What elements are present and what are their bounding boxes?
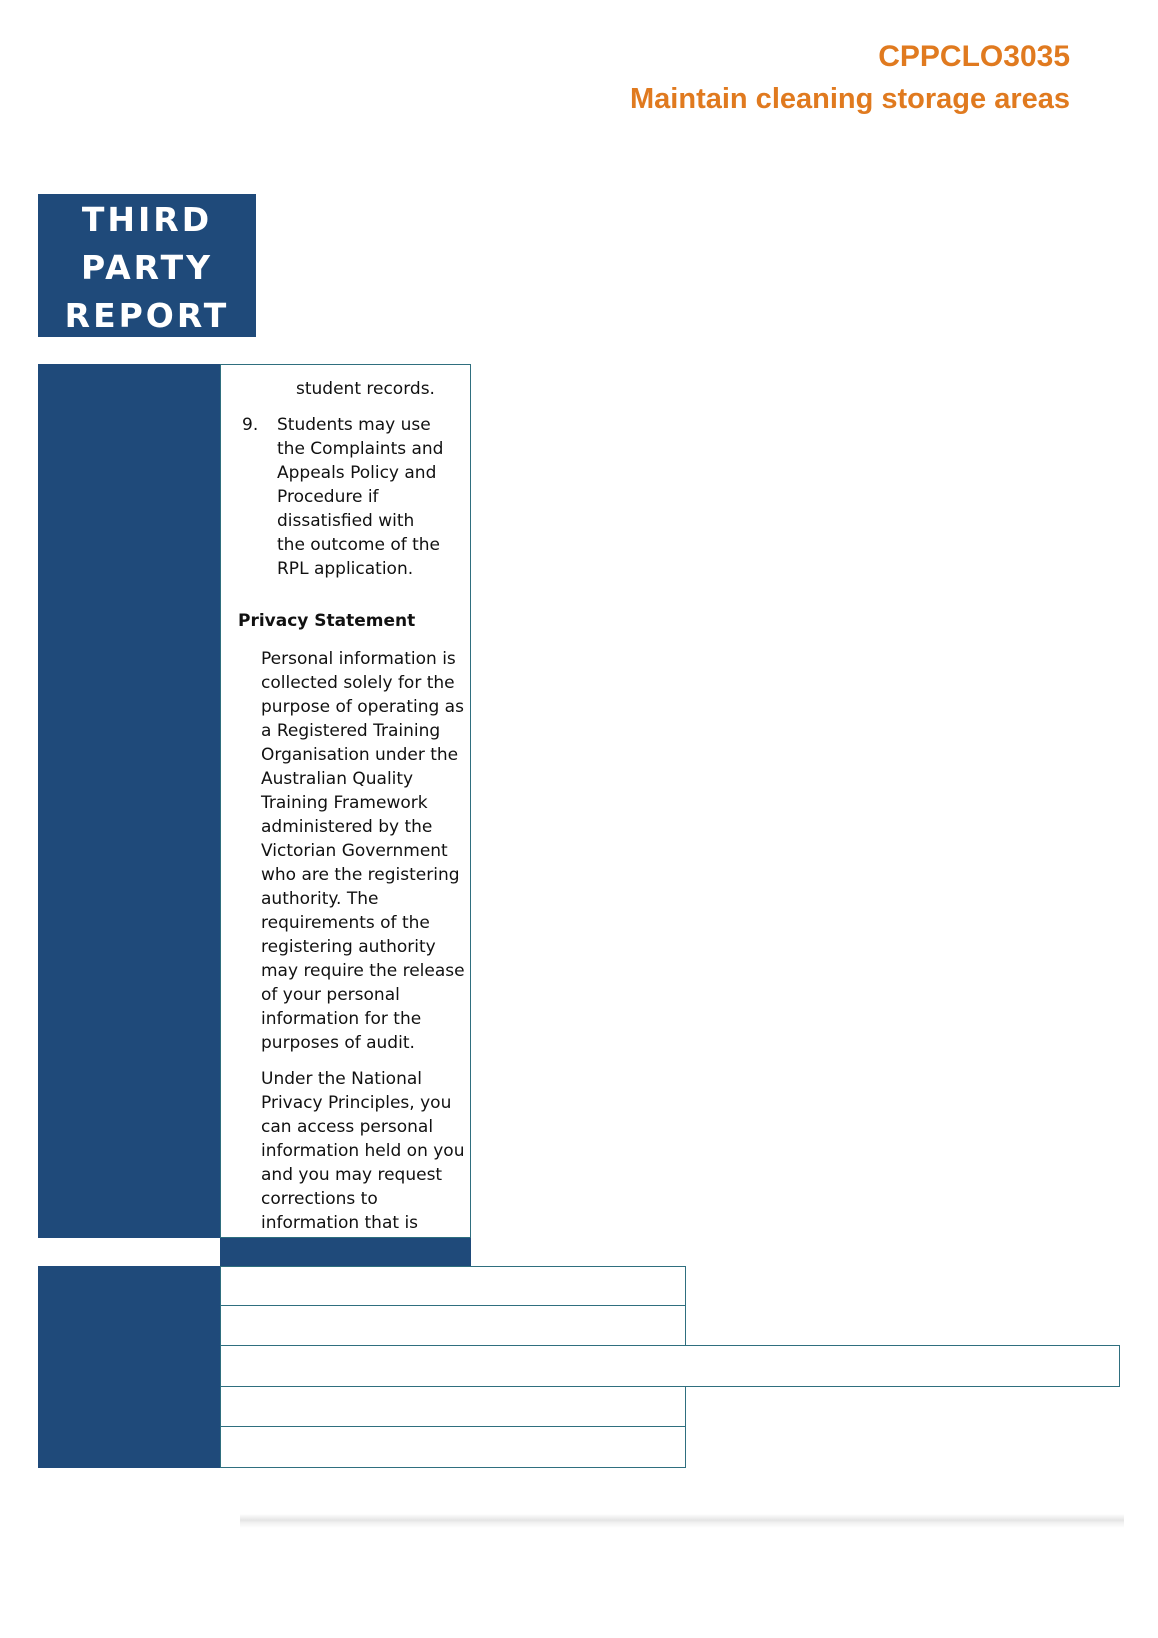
unit-title: Maintain cleaning storage areas bbox=[630, 83, 1070, 115]
content-footer-strip bbox=[220, 1238, 471, 1266]
third-party-report-banner bbox=[38, 194, 256, 337]
footer-divider bbox=[240, 1514, 1124, 1528]
form-field-3[interactable] bbox=[220, 1386, 686, 1427]
side-panel-top bbox=[38, 364, 220, 1238]
banner-line-3: REPORT bbox=[64, 296, 230, 335]
list-item-text: Students may use the Complaints and Appeals Policy and Procedure if dissatisfied with the outcome of the RPL application. bbox=[277, 415, 444, 579]
list-continuation: student records. bbox=[296, 379, 435, 399]
banner-line-2: PARTY bbox=[80, 248, 214, 287]
page-header bbox=[630, 36, 1070, 120]
side-panel-bottom bbox=[38, 1266, 220, 1468]
policy-content-cell bbox=[220, 364, 471, 1238]
list-item bbox=[221, 413, 470, 581]
form-field-4[interactable] bbox=[220, 1426, 686, 1468]
form-field-1[interactable] bbox=[220, 1266, 686, 1306]
privacy-paragraph-1: Personal information is collected solely for the purpose of operating as a Registered Training Organisation under the Australian Quality Training Framework administered by the Victorian Government who are the registering authority. The requirements of the registering authority may require the release of your personal information for the purposes of audit. bbox=[261, 649, 465, 1053]
privacy-paragraph-2: Under the National Privacy Principles, you can access personal information held on you and you may request corrections to information that is bbox=[261, 1069, 465, 1233]
form-field-2[interactable] bbox=[220, 1305, 686, 1346]
unit-code: CPPCLO3035 bbox=[878, 40, 1070, 73]
privacy-heading: Privacy Statement bbox=[238, 611, 416, 631]
banner-line-1: THIRD bbox=[81, 200, 213, 239]
form-field-wide[interactable] bbox=[220, 1345, 1120, 1387]
list-item-number: 9. bbox=[242, 415, 259, 435]
